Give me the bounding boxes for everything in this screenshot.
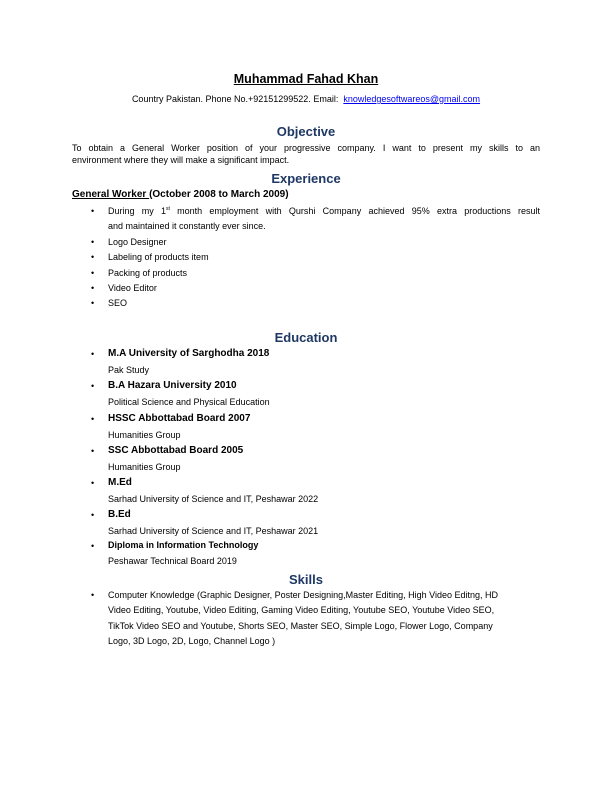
experience-item: Packing of products <box>108 268 188 278</box>
bullet-icon: • <box>91 349 95 359</box>
experience-heading: Experience <box>271 171 341 186</box>
bullet-icon: • <box>91 381 95 391</box>
education-degree: B.A Hazara University 2010 <box>108 380 237 391</box>
education-degree: B.Ed <box>108 509 131 520</box>
bullet-icon: • <box>91 283 95 293</box>
objective-heading: Objective <box>276 124 336 139</box>
bullet-icon: • <box>91 541 95 551</box>
education-degree: M.A University of Sarghodha 2018 <box>108 348 270 359</box>
bullet-icon: • <box>91 414 95 424</box>
ordinal-suffix: st <box>166 206 170 212</box>
email-link[interactable]: knowledgesoftwareos@gmail.com <box>343 94 481 104</box>
skills-line: Computer Knowledge (Graphic Designer, Poster Designing,Master Editing, High Video Editng, HD <box>108 590 499 600</box>
contact-text: Country Pakistan. Phone No.+92151299522. Email: <box>131 94 339 104</box>
experience-item: SEO <box>108 298 128 308</box>
skills-heading: Skills <box>289 572 323 587</box>
education-degree: Diploma in Information Technology <box>108 540 259 550</box>
bullet-icon: • <box>91 252 95 262</box>
education-detail: Political Science and Physical Education <box>108 397 270 407</box>
bullet-icon: • <box>91 510 95 520</box>
experience-item <box>108 206 540 216</box>
bullet-icon: • <box>91 237 95 247</box>
skills-line: Logo, 3D Logo, 2D, Logo, Channel Logo ) <box>108 636 276 646</box>
experience-text: month employment with Qurshi Company achieved 95% extra productions result <box>169 206 541 216</box>
objective-line-2: environment where they will make a significant impact. <box>72 155 290 165</box>
job-heading <box>72 189 289 200</box>
bullet-icon: • <box>91 478 95 488</box>
education-degree: HSSC Abbottabad Board 2007 <box>108 413 251 424</box>
skills-line: TikTok Video SEO and Youtube, Shorts SEO, Master SEO, Simple Logo, Flower Logo, Company <box>108 621 493 631</box>
bullet-icon: • <box>91 206 95 216</box>
education-detail: Humanities Group <box>108 430 181 440</box>
objective-line-1: To obtain a General Worker position of your progressive company. I want to present my skills to an <box>72 143 540 153</box>
experience-item-continuation: and maintained it constantly ever since. <box>108 221 266 231</box>
education-detail: Humanities Group <box>108 462 181 472</box>
education-detail: Pak Study <box>108 365 150 375</box>
education-degree: SSC Abbottabad Board 2005 <box>108 445 244 456</box>
bullet-icon: • <box>91 590 95 600</box>
bullet-icon: • <box>91 298 95 308</box>
education-detail: Peshawar Technical Board 2019 <box>108 556 237 566</box>
education-heading: Education <box>274 330 338 345</box>
education-detail: Sarhad University of Science and IT, Peshawar 2021 <box>108 526 319 536</box>
experience-item: Logo Designer <box>108 237 167 247</box>
bullet-icon: • <box>91 446 95 456</box>
job-period: (October 2008 to March 2009) <box>149 189 289 200</box>
education-detail: Sarhad University of Science and IT, Peshawar 2022 <box>108 494 319 504</box>
education-degree: M.Ed <box>108 477 132 488</box>
skills-line: Video Editing, Youtube, Video Editing, Gaming Video Editing, Youtube SEO, Youtube Video SEO, <box>108 605 495 615</box>
job-title: General Worker <box>72 189 150 200</box>
contact-line <box>0 94 612 104</box>
experience-text: During my 1 <box>108 206 167 216</box>
experience-item: Video Editor <box>108 283 157 293</box>
applicant-name: Muhammad Fahad Khan <box>233 72 379 86</box>
bullet-icon: • <box>91 268 95 278</box>
experience-item: Labeling of products item <box>108 252 209 262</box>
